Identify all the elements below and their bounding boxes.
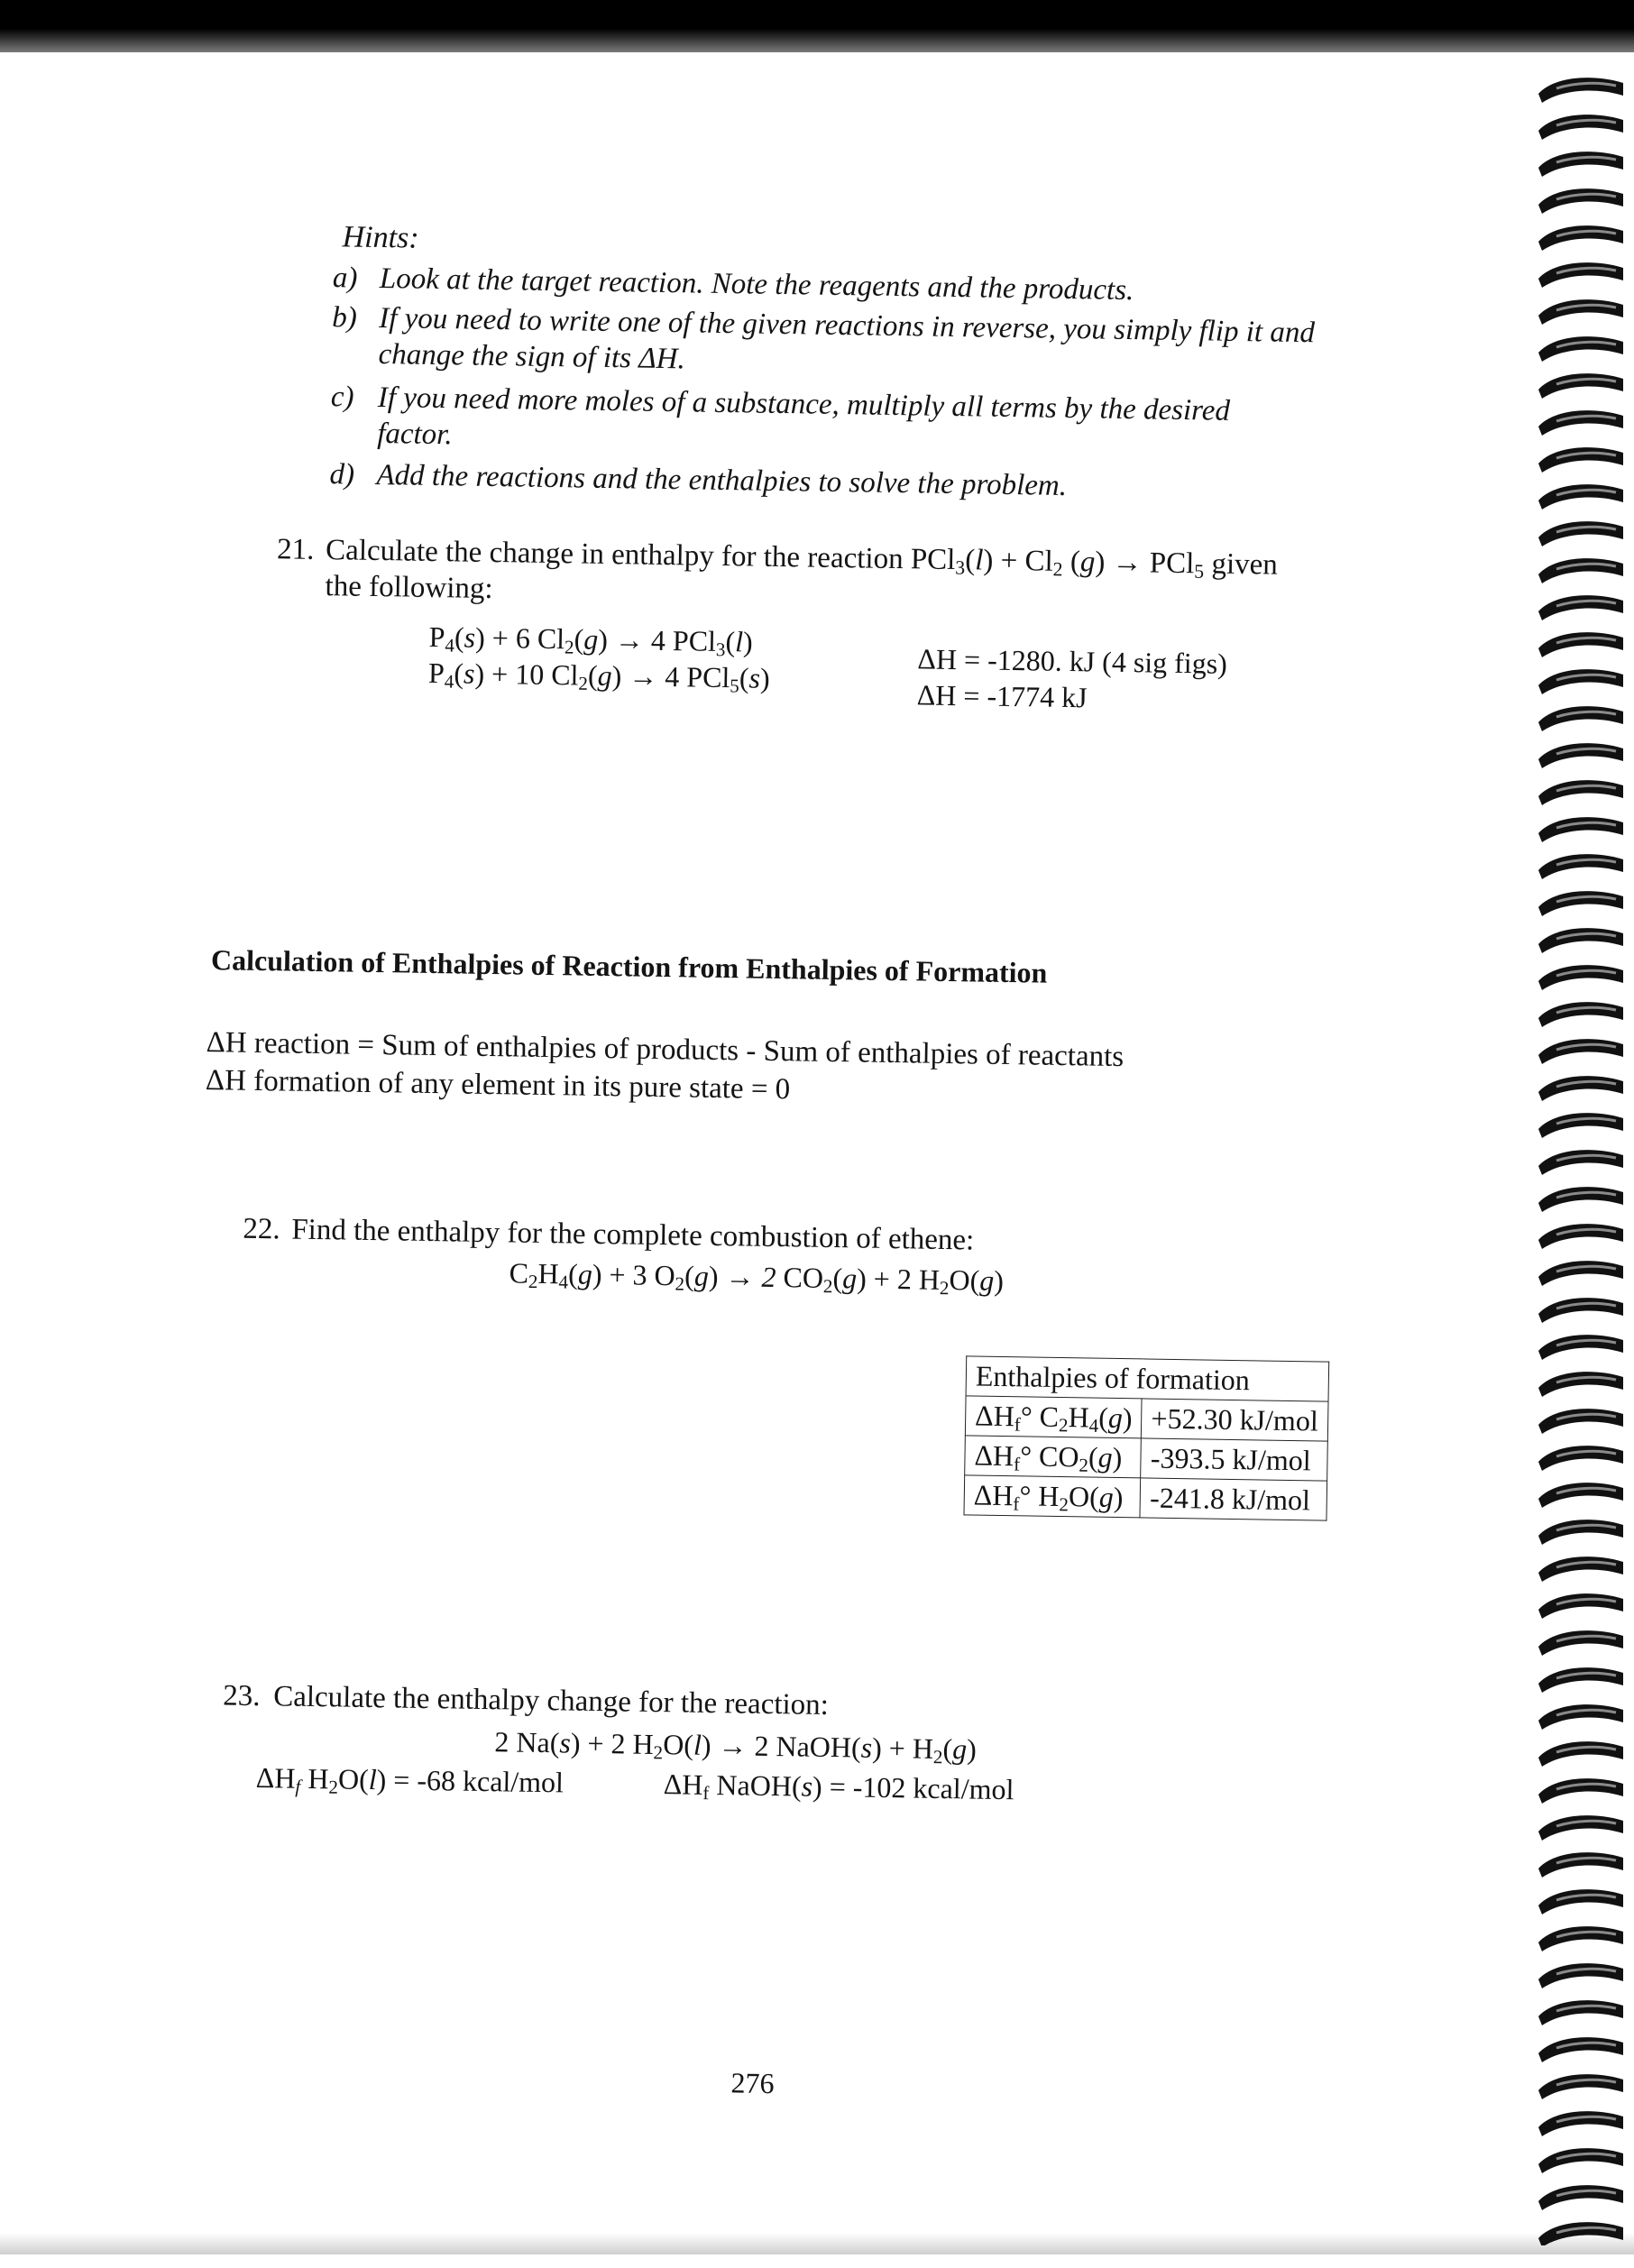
table-row xyxy=(965,1396,1327,1441)
q21-enthalpy-1: ΔH = -1280. kJ (4 sig figs) xyxy=(917,642,1228,680)
section-rule-2: ΔH formation of any element in its pure state = 0 xyxy=(205,1064,791,1106)
page-number: 276 xyxy=(730,2066,775,2100)
hint-c xyxy=(330,379,1503,469)
section-rule-1: ΔH reaction = Sum of enthalpies of products - Sum of enthalpies of reactants xyxy=(206,1026,1125,1074)
hint-a-text: Look at the target reaction. Note the reagents and the products. xyxy=(379,262,1134,308)
hint-d-text: Add the reactions and the enthalpies to solve the problem. xyxy=(376,458,1068,502)
hint-c-text-line2: factor. xyxy=(376,417,453,452)
q21-reaction-1: $P_4(s) + 6$ $Cl_2(g) \to 4$ PCl$_3$(l) xyxy=(428,620,754,661)
table-cell-species: $\Delta H_f^\circ$ $C_2H_4(g)$ xyxy=(965,1396,1142,1438)
q21-prompt-text: Calculate the change in enthalpy for the reaction PCl xyxy=(325,534,956,577)
table-cell-species: $\Delta H_f^\circ$ $CO_2(g)$ xyxy=(965,1436,1142,1478)
q23-number: 23. xyxy=(222,1679,261,1713)
table-cell-value: -241.8 kJ/mol xyxy=(1140,1478,1326,1520)
hints-title: Hints: xyxy=(342,220,419,255)
q23-given-naoh: $\Delta H_f$ NaOH(s) = -102 kcal/mol xyxy=(663,1768,1014,1806)
enthalpies-of-formation-table xyxy=(963,1355,1328,1520)
table-row xyxy=(964,1475,1326,1520)
q23-prompt: Calculate the enthalpy change for the reaction: xyxy=(272,1680,830,1722)
table-cell-value: -393.5 kJ/mol xyxy=(1141,1438,1327,1481)
q22-equation: $C_2H_4(g) + 3$ $O_2(g) \to 2$ $CO_2(g) + 2$ $H_2O(g)$ xyxy=(509,1256,1005,1299)
hint-b-label: b) xyxy=(331,301,358,335)
q23-given-water: $\Delta H_f$ $H_2O(l) = -68$ kcal/mol xyxy=(255,1761,565,1799)
q21-enthalpy-2: ΔH = -1774 kJ xyxy=(916,678,1088,714)
section-heading: Calculation of Enthalpies of Reaction from Enthalpies of Formation xyxy=(210,943,1048,989)
table-header-row xyxy=(966,1356,1328,1401)
hint-b-text-line1: If you need to write one of the given reactions in reverse, you simply flip it and xyxy=(378,301,1316,350)
q22-number: 22. xyxy=(243,1212,280,1246)
q21-prompt-line2: the following: xyxy=(325,570,493,606)
hint-d-label: d) xyxy=(329,458,355,491)
hint-a-label: a) xyxy=(332,262,358,295)
q21-reaction-2: $P_4(s) + 10$ $Cl_2(g) \to 4$ PCl$_5$(s) xyxy=(427,656,770,697)
q22-prompt: Find the enthalpy for the complete combustion of ethene: xyxy=(291,1213,975,1257)
q21-prompt-line1: Calculate the change in enthalpy for the reaction $PCl_3(l) + Cl_2$ (g) → PCl$_5$ given xyxy=(325,534,1279,583)
hint-b-text-line2: change the sign of its ΔH. xyxy=(378,337,686,376)
table-cell-value: +52.30 kJ/mol xyxy=(1142,1399,1328,1441)
q21-number: 21. xyxy=(276,533,315,566)
table-cell-species: $\Delta H_f^\circ$ $H_2O(g)$ xyxy=(964,1475,1141,1518)
hint-c-text-line1: If you need more moles of a substance, multiply all terms by the desired xyxy=(377,381,1231,427)
table-row xyxy=(965,1436,1327,1481)
table-header: Enthalpies of formation xyxy=(966,1356,1328,1401)
q23-equation: 2 Na(s) + 2 $H_2O(l) \to 2$ NaOH(s) + $H_2(g)$ xyxy=(494,1725,978,1768)
hint-c-label: c) xyxy=(330,381,354,414)
hint-b xyxy=(331,299,1504,390)
